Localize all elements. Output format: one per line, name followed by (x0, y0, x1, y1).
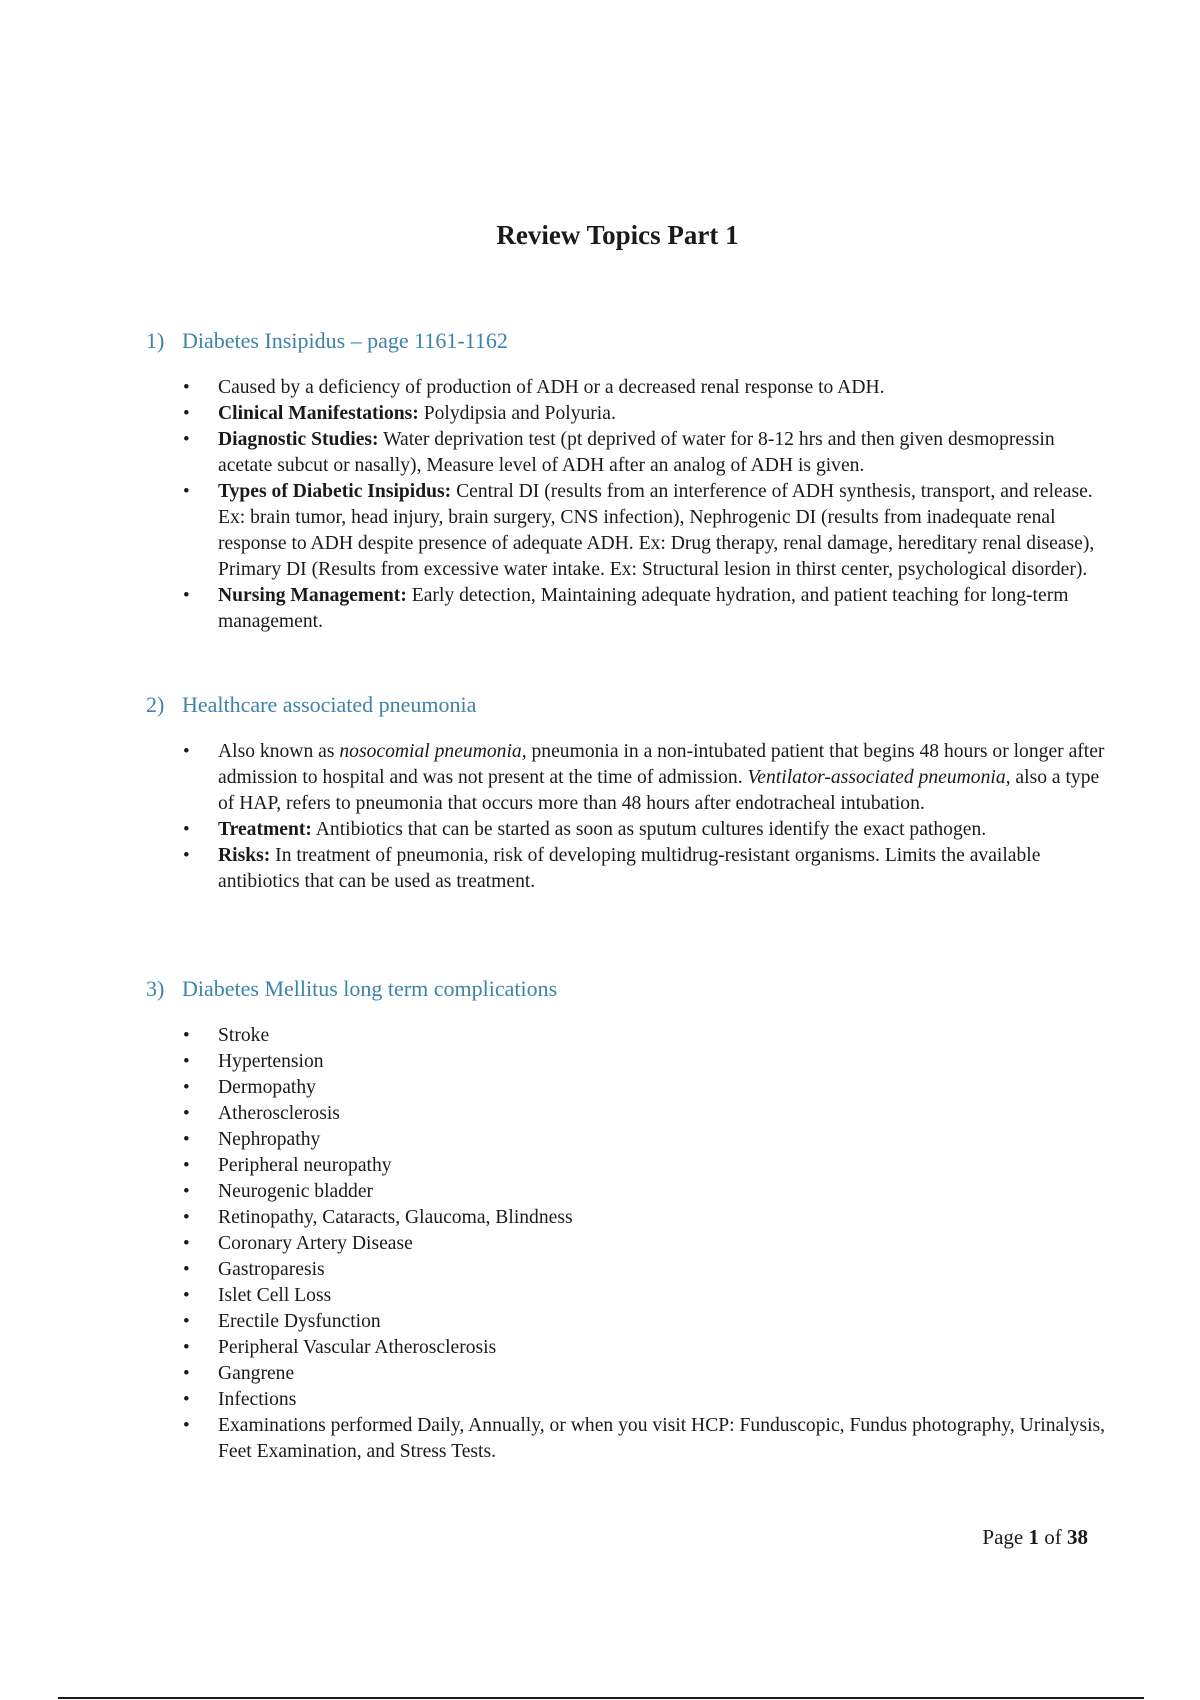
bullet-icon: • (183, 1285, 190, 1306)
bullet-label: Treatment: (218, 819, 312, 840)
bullet-text: Gastroparesis (218, 1259, 325, 1280)
bullet-text: Nephropathy (218, 1129, 321, 1150)
bullet-icon: • (183, 1233, 190, 1254)
bullet-icon: • (183, 1389, 190, 1410)
list-item (0, 1049, 1108, 1075)
list-item (0, 1283, 1108, 1309)
page-number (982, 1527, 1088, 1548)
section-number: 1) (146, 328, 165, 353)
bullet-icon: • (183, 377, 190, 398)
bullet-icon: • (183, 1077, 190, 1098)
bullet-text: also a type of HAP, refers to pneumonia that occurs more than 48 hours after endotracheal intubation. (218, 767, 1100, 814)
bullet-text: Peripheral neuropathy (218, 1155, 392, 1176)
bullet-icon: • (183, 403, 190, 424)
list-item (0, 739, 1108, 817)
bullet-text: pneumonia in a non-intubated patient that begins 48 hours or longer after admission to hospital and was not present at the time of admission. (218, 741, 1105, 788)
page-prefix: Page (982, 1525, 1029, 1549)
list-item (0, 817, 1108, 843)
bullet-text: Neurogenic bladder (218, 1181, 374, 1202)
bullet-text: Polydipsia and Polyuria. (418, 403, 616, 424)
section-title: Healthcare associated pneumonia (182, 692, 477, 717)
bullet-icon: • (183, 1363, 190, 1384)
list-item (0, 1075, 1108, 1101)
list-item (0, 843, 1108, 895)
bullet-text: Coronary Artery Disease (218, 1233, 413, 1254)
bullet-icon: • (183, 819, 190, 840)
bullet-label: Diagnostic Studies: (218, 429, 379, 450)
bullet-icon: • (183, 1337, 190, 1358)
bullet-icon: • (183, 1259, 190, 1280)
section-heading (146, 978, 557, 1000)
list-item (0, 1179, 1108, 1205)
section-title: Diabetes Mellitus long term complications (182, 976, 558, 1001)
bullet-text: In treatment of pneumonia, risk of developing multidrug-resistant organisms. Limits the available antibiotics that can be used as treatment. (218, 845, 1041, 892)
bullet-text: Early detection, Maintaining adequate hydration, and patient teaching for long-term management. (218, 585, 1069, 632)
bullet-label: Clinical Manifestations: (218, 403, 419, 424)
bullet-text: Islet Cell Loss (218, 1285, 332, 1306)
page-of: of (1039, 1525, 1067, 1549)
list-item (0, 1257, 1108, 1283)
bullet-text: Central DI (results from an interference of ADH synthesis, transport, and release. Ex: brain tumor, head injury, brain surgery, CNS infection), Nephrogenic DI (results from inadequate renal response to ADH despite presence of adequate ADH. Ex: Drug therapy, renal damage, hereditary renal disease), Primary DI (Results from excessive water intake. Ex: Structural lesion in thirst center, psychological disorder). (218, 481, 1095, 580)
bullet-icon: • (183, 1129, 190, 1150)
list-item (0, 1023, 1108, 1049)
bullet-icon: • (183, 585, 190, 606)
bullet-icon: • (183, 1155, 190, 1176)
bullet-list (0, 1023, 1200, 1465)
bullet-list (0, 375, 1200, 635)
bullet-italic-text: Ventilator-associated pneumonia, (747, 767, 1011, 788)
bullet-icon: • (183, 481, 190, 502)
list-item (0, 1413, 1108, 1465)
bullet-icon: • (183, 741, 190, 762)
bullet-text: Atherosclerosis (218, 1103, 340, 1124)
list-item (0, 1205, 1108, 1231)
bullet-icon: • (183, 1415, 190, 1436)
section-heading (146, 330, 508, 352)
bullet-label: Types of Diabetic Insipidus: (218, 481, 452, 502)
list-item (0, 583, 1108, 635)
bullet-text: Erectile Dysfunction (218, 1311, 381, 1332)
bullet-text: Hypertension (218, 1051, 324, 1072)
bullet-icon: • (183, 1051, 190, 1072)
bullet-icon: • (183, 1207, 190, 1228)
bullet-text: Dermopathy (218, 1077, 316, 1098)
bullet-text: Retinopathy, Cataracts, Glaucoma, Blindness (218, 1207, 573, 1228)
bullet-icon: • (183, 429, 190, 450)
list-item (0, 427, 1108, 479)
bullet-italic-text: nosocomial pneumonia, (339, 741, 527, 762)
list-item (0, 1153, 1108, 1179)
bullet-icon: • (183, 1025, 190, 1046)
bullet-text: Also known as (218, 741, 340, 762)
list-item (0, 1309, 1108, 1335)
bullet-text: Caused by a deficiency of production of ADH or a decreased renal response to ADH. (218, 377, 885, 398)
page-total: 38 (1067, 1525, 1088, 1549)
list-item (0, 401, 1108, 427)
bullet-icon: • (183, 1103, 190, 1124)
list-item (0, 479, 1108, 583)
bullet-text: Stroke (218, 1025, 270, 1046)
section-heading (146, 694, 476, 716)
section-number: 2) (146, 692, 165, 717)
bullet-list (0, 739, 1200, 895)
list-item (0, 1101, 1108, 1127)
page-title: Review Topics Part 1 (496, 220, 739, 250)
bullet-icon: • (183, 845, 190, 866)
list-item (0, 1127, 1108, 1153)
list-item (0, 1231, 1108, 1257)
bullet-text: Water deprivation test (pt deprived of water for 8-12 hrs and then given desmopressin acetate subcut or nasally), Measure level of ADH after an analog of ADH is given. (218, 429, 1055, 476)
bullet-text: Antibiotics that can be started as soon as sputum cultures identify the exact pathogen. (311, 819, 987, 840)
list-item (0, 1361, 1108, 1387)
bullet-text: Infections (218, 1389, 297, 1410)
bullet-label: Nursing Management: (218, 585, 407, 606)
page-current: 1 (1028, 1525, 1039, 1549)
section-number: 3) (146, 976, 165, 1001)
bottom-rule (58, 1697, 1144, 1699)
bullet-label: Risks: (218, 845, 271, 866)
bullet-text: Examinations performed Daily, Annually, or when you visit HCP: Funduscopic, Fundus photography, Urinalysis, Feet Examination, and Stress Tests. (218, 1415, 1106, 1462)
bullet-icon: • (183, 1181, 190, 1202)
list-item (0, 375, 1108, 401)
bullet-icon: • (183, 1311, 190, 1332)
bullet-text: Peripheral Vascular Atherosclerosis (218, 1337, 497, 1358)
list-item (0, 1387, 1108, 1413)
list-item (0, 1335, 1108, 1361)
bullet-text: Gangrene (218, 1363, 295, 1384)
section-title: Diabetes Insipidus – page 1161-1162 (182, 328, 508, 353)
